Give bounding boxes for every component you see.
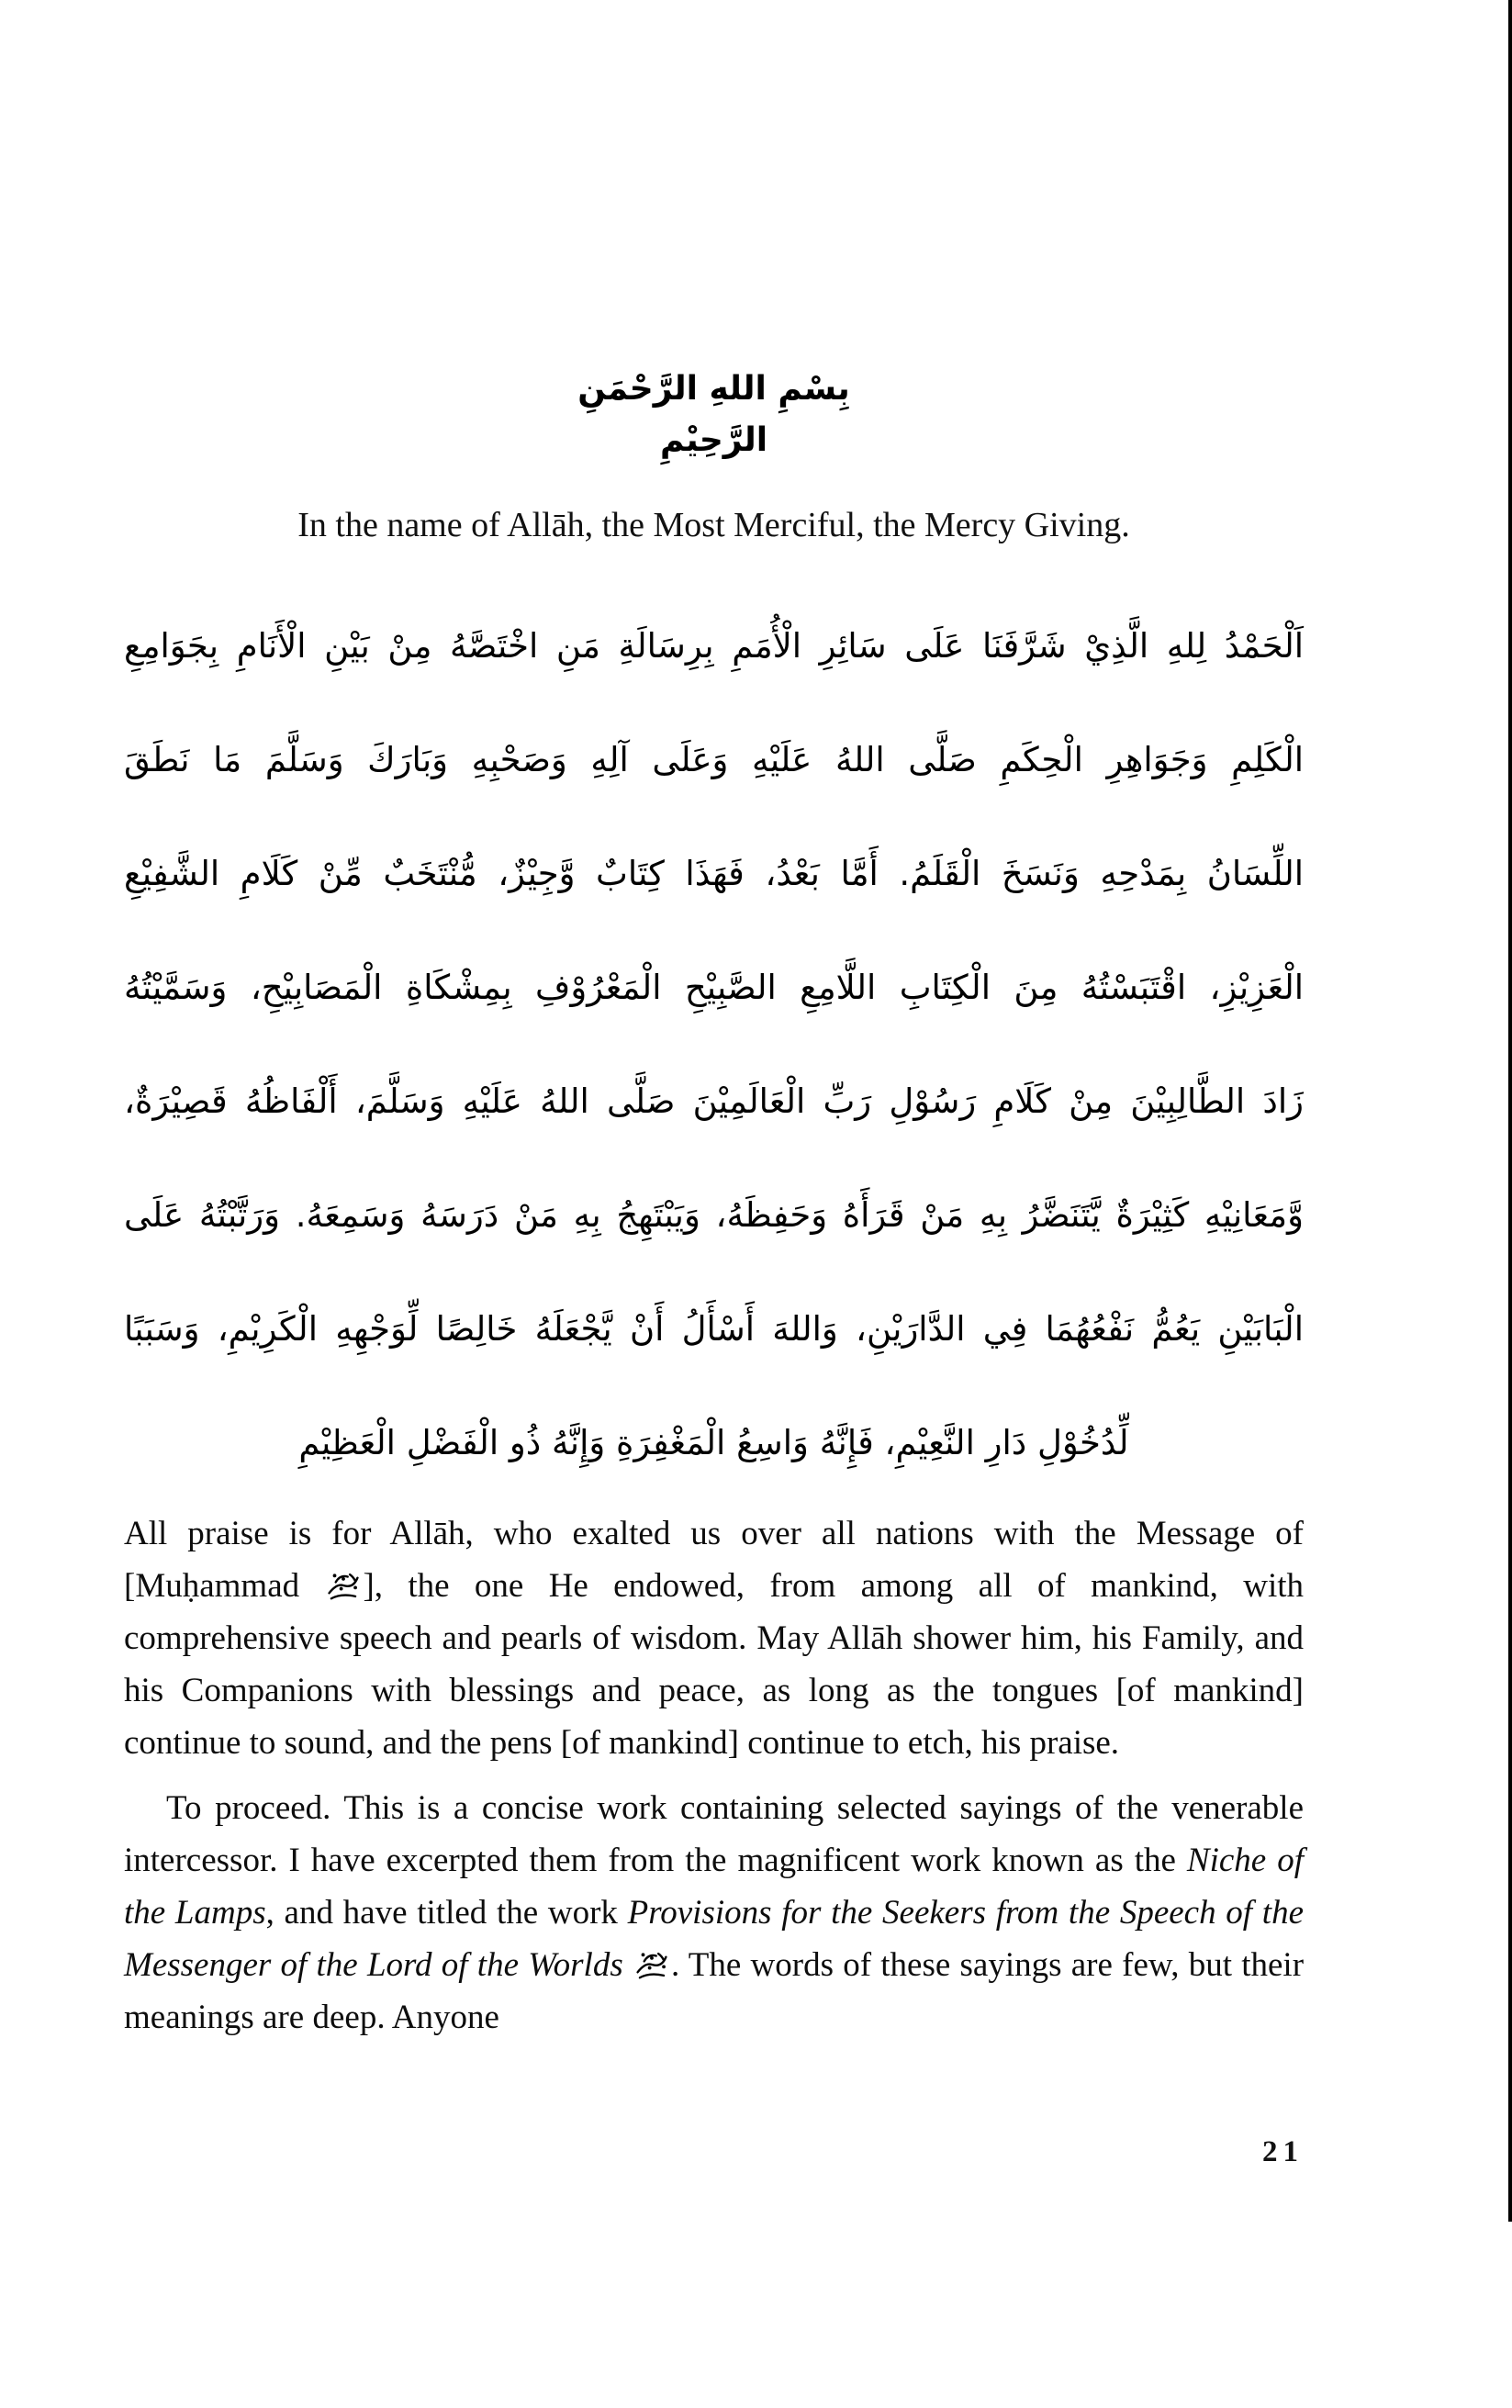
paragraph-2-text-3: . The words of these sayings are few, but their meanings are deep. Anyone [124, 1946, 1305, 2036]
arabic-line-2: الْكَلِمِ وَجَوَاهِرِ الْحِكَمِ صَلَّى اللهُ عَلَيْهِ وَعَلَى آلِهِ وَصَحْبِهِ وَبَارَكَ وَسَلَّمَ مَا نَطَقَ [124, 740, 1304, 779]
arabic-line-4: الْعَزِيْزِ، اقْتَبَسْتُهُ مِنَ الْكِتَابِ اللَّامِعِ الصَّبِيْحِ الْمَعْرُوْفِ بِمِشْكَاةِ الْمَصَابِيْحِ، وَسَمَّيْتُهُ [124, 968, 1304, 1007]
paragraph-1-text-after-seal: ], the one He endowed, from among all of mankind, with comprehensive speech and pearls of wisdom. May Allāh shower him, his Family, and his Companions with blessings and peace, as long as the tongues [of mankind] continue to sound, and the pens [of mankind] continue to etch, his praise. [124, 1567, 1304, 1762]
arabic-line-6: وَّمَعَانِيْهِ كَثِيْرَةٌ يَّتَنَضَّرُ بِهِ مَنْ قَرَأَهُ وَحَفِظَهُ، وَيَبْتَهِجُ بِهِ مَنْ دَرَسَهُ وَسَمِعَهُ. وَرَتَّبْتُهُ عَلَى [124, 1195, 1304, 1235]
book-title-niche-of-the-lamps: Niche of the Lamps [124, 1842, 1304, 1932]
bismillah-translation: In the name of Allāh, the Most Merciful, the Mercy Giving. [297, 506, 1130, 544]
pbuh-seal-icon [326, 1568, 361, 1603]
arabic-line-7: الْبَابَيْنِ يَعُمُّ نَفْعُهُمَا فِي الدَّارَيْنِ، وَاللهَ أَسْأَلُ أَنْ يَّجْعَلَهُ خَالِصًا لِّوَجْهِهِ الْكَرِيْمِ، وَسَبَبًا [124, 1309, 1304, 1349]
arabic-khutbah [124, 589, 1304, 1500]
bismillah-calligraphy: بِسْمِ اللهِ الرَّحْمَنِ الرَّحِيْمِ [577, 370, 850, 459]
english-translation [124, 1507, 1304, 2044]
arabic-line-3: اللِّسَانُ بِمَدْحِهِ وَنَسَخَ الْقَلَمُ. أَمَّا بَعْدُ، فَهَذَا كِتَابٌ وَّجِيْزٌ، مُّنْتَخَبٌ مِّنْ كَلَامِ الشَّفِيْعِ [124, 854, 1304, 893]
arabic-line-5: زَادَ الطَّالِبِيْنَ مِنْ كَلَامِ رَسُوْلِ رَبِّ الْعَالَمِيْنَ صَلَّى اللهُ عَلَيْهِ وَسَلَّمَ، أَلْفَاظُهُ قَصِيْرَةٌ، [124, 1081, 1304, 1121]
scan-edge-artifact [1508, 0, 1512, 2222]
paragraph-2-text-2: , and have titled the work [265, 1894, 628, 1932]
translation-paragraph-2 [124, 1782, 1304, 2044]
bismillah-calligraphy-wrap [124, 364, 1304, 466]
page-number: 21 [1262, 2135, 1304, 2168]
paragraph-1-text-before-seal: All praise is for Allāh, who exalted us over all nations with the Message of [Muḥammad [124, 1515, 1304, 1605]
arabic-line-8: لِّدُخُوْلِ دَارِ النَّعِيْمِ، فَإِنَّهُ وَاسِعُ الْمَغْفِرَةِ وَإِنَّهُ ذُو الْفَضْلِ الْعَظِيْمِ [298, 1423, 1129, 1462]
arabic-line-1: اَلْحَمْدُ لِلهِ الَّذِيْ شَرَّفَنَا عَلَى سَائِرِ الْأُمَمِ بِرِسَالَةِ مَنِ اخْتَصَّهُ مِنْ بَيْنِ الْأَنَامِ بِجَوَامِعِ [124, 626, 1304, 666]
paragraph-2-text-1: To proceed. This is a concise work containing selected sayings of the venerable intercessor. I have excerpted them from the magnificent work known as the [124, 1789, 1304, 1879]
book-title-provisions-for-the-seekers: Provisions for the Seekers from the Speech of the Messenger of the Lord of the Worlds [124, 1894, 1304, 1984]
translation-paragraph-1 [124, 1507, 1304, 1769]
pbuh-seal-icon [634, 1947, 669, 1982]
